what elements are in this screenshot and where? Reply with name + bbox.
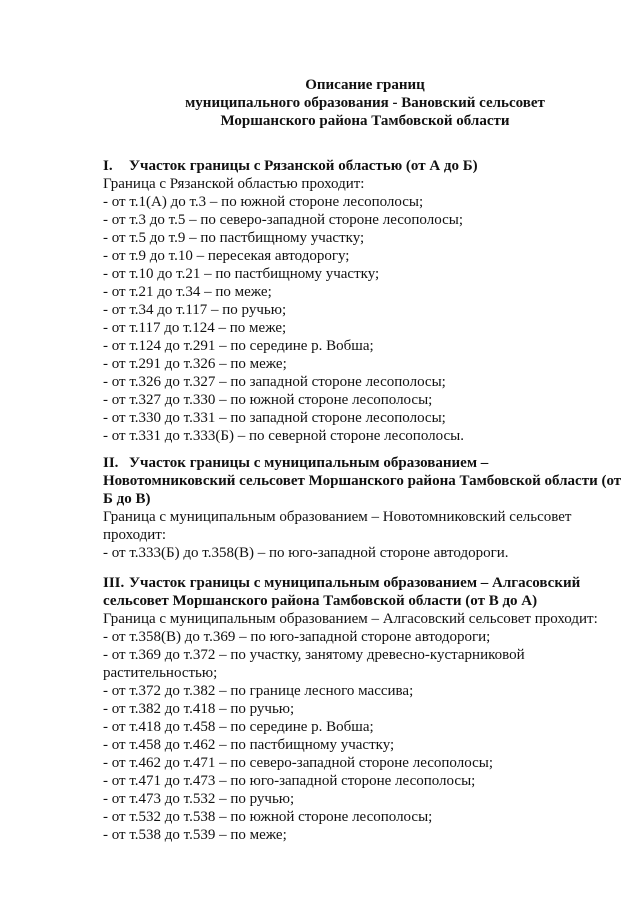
section-heading-text: Участок границы с муниципальным образованием – Алгасовский сельсовет Моршанского района Тамбовской области (от В до А) (103, 575, 581, 609)
list-item: - от т.124 до т.291 – по середине р. Вобша; (103, 338, 374, 354)
list-item: - от т.532 до т.538 – по южной стороне лесополосы; (103, 809, 433, 825)
list-item: - от т.21 до т.34 – по меже; (103, 284, 272, 300)
list-item: - от т.333(Б) до т.358(В) – по юго-западной стороне автодороги. (103, 545, 509, 561)
section-intro: Граница с Рязанской областью проходит: (103, 176, 365, 192)
document-title (160, 76, 570, 130)
list-item: - от т.418 до т.458 – по середине р. Вобша; (103, 719, 374, 735)
list-item: - от т.1(А) до т.3 – по южной стороне лесополосы; (103, 194, 424, 210)
section-number: I. (103, 158, 113, 174)
list-item: - от т.538 до т.539 – по меже; (103, 827, 287, 843)
title-line-2: муниципального образования - Вановский сельсовет (185, 95, 545, 111)
section-number: III. (103, 575, 125, 591)
section-heading-text: Участок границы с Рязанской областью (от А до Б) (129, 158, 478, 174)
section-1 (103, 157, 623, 445)
title-line-3: Моршанского района Тамбовской области (220, 113, 510, 129)
list-item: - от т.327 до т.330 – по южной стороне лесополосы; (103, 392, 433, 408)
section-heading (103, 454, 623, 508)
list-item: - от т.369 до т.372 – по участку, занятому древесно-кустарниковой растительностью; (103, 647, 525, 681)
list-item: - от т.458 до т.462 – по пастбищному участку; (103, 737, 395, 753)
list-item: - от т.382 до т.418 – по ручью; (103, 701, 295, 717)
list-item: - от т.471 до т.473 – по юго-западной стороне лесополосы; (103, 773, 476, 789)
section-intro: Граница с муниципальным образованием – Новотомниковский сельсовет проходит: (103, 509, 572, 543)
list-item: - от т.117 до т.124 – по меже; (103, 320, 287, 336)
list-item: - от т.358(В) до т.369 – по юго-западной стороне автодороги; (103, 629, 491, 645)
list-item: - от т.462 до т.471 – по северо-западной стороне лесополосы; (103, 755, 493, 771)
section-number: II. (103, 455, 119, 471)
list-item: - от т.9 до т.10 – пересекая автодорогу; (103, 248, 350, 264)
list-item: - от т.5 до т.9 – по пастбищному участку; (103, 230, 365, 246)
list-item: - от т.291 до т.326 – по меже; (103, 356, 287, 372)
list-item: - от т.34 до т.117 – по ручью; (103, 302, 287, 318)
list-item: - от т.331 до т.333(Б) – по северной стороне лесополосы. (103, 428, 464, 444)
section-3 (103, 574, 623, 844)
list-item: - от т.330 до т.331 – по западной стороне лесополосы; (103, 410, 446, 426)
section-2 (103, 454, 623, 562)
list-item: - от т.326 до т.327 – по западной стороне лесополосы; (103, 374, 446, 390)
title-line-1: Описание границ (305, 77, 425, 93)
list-item: - от т.10 до т.21 – по пастбищному участку; (103, 266, 380, 282)
section-heading-text: Участок границы с муниципальным образованием – Новотомниковский сельсовет Моршанского района Тамбовской области (от Б до В) (103, 455, 622, 507)
section-intro: Граница с муниципальным образованием – Алгасовский сельсовет проходит: (103, 611, 598, 627)
list-item: - от т.3 до т.5 – по северо-западной стороне лесополосы; (103, 212, 463, 228)
section-heading (103, 574, 623, 610)
section-heading (103, 157, 623, 175)
list-item: - от т.473 до т.532 – по ручью; (103, 791, 295, 807)
list-item: - от т.372 до т.382 – по границе лесного массива; (103, 683, 414, 699)
